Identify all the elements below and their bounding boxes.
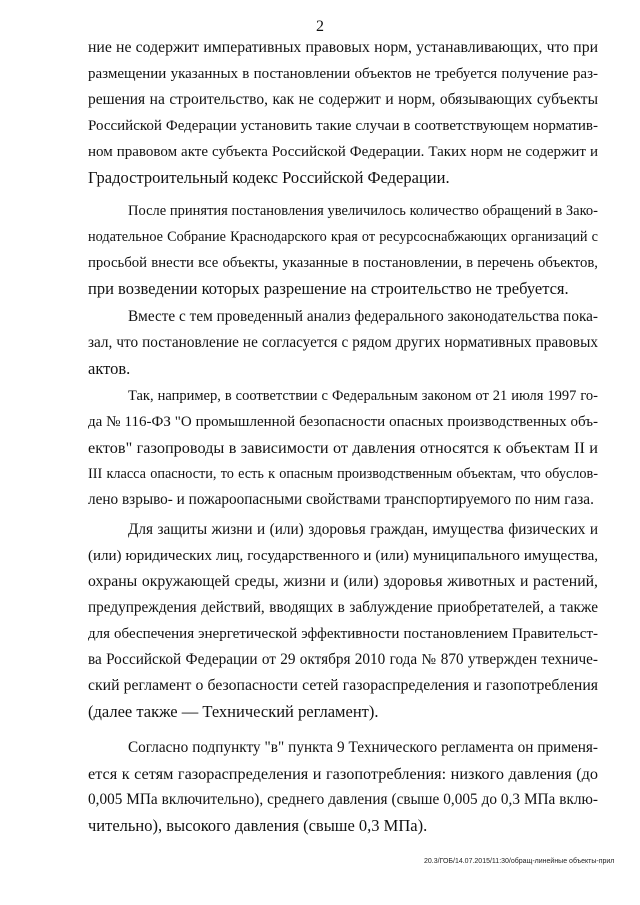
text-line: да № 116-ФЗ "О промышленной безопасности опасных производственных объ-	[88, 414, 598, 430]
text-line: решения на строительство, как не содержит и норм, обязывающих субъекты	[88, 91, 598, 108]
text-line: Для защиты жизни и (или) здоровья граждан, имущества физических и	[128, 521, 598, 538]
text-line: Градостроительный кодекс Российской Федерации.	[88, 168, 450, 187]
text-line: предупреждения действий, вводящих в заблуждение приобретателей, а также	[88, 599, 598, 616]
text-line: ется к сетям газораспределения и газопотребления: низкого давления (до	[88, 765, 598, 783]
text-line: чительно), высокого давления (свыше 0,3 МПа).	[88, 816, 428, 835]
text-line: III класса опасности, то есть к опасным производственным объектам, что обуслов-	[88, 466, 598, 482]
text-line: размещении указанных в постановлении объектов не требуется получение раз-	[88, 66, 598, 82]
text-line: нодательное Собрание Краснодарского края от ресурсоснабжающих организаций с	[88, 229, 598, 245]
text-line: Согласно подпункту "в" пункта 9 Технического регламента он применя-	[128, 739, 598, 756]
text-line: зал, что постановление не согласуется с рядом других нормативных правовых	[88, 334, 598, 351]
text-line: ва Российской Федерации от 29 октября 2010 года № 870 утвержден техниче-	[88, 651, 598, 668]
page-number: 2	[316, 18, 324, 35]
text-line: охраны окружающей среды, жизни и (или) здоровья животных и растений,	[88, 573, 598, 590]
text-line: актов.	[88, 359, 131, 378]
text-line: Вместе с тем проведенный анализ федерального законодательства пока-	[128, 308, 598, 325]
text-line: ектов" газопроводы в зависимости от давления относятся к объектам II и	[88, 439, 598, 457]
text-line: просьбой внести все объекты, указанные в постановлении, в перечень объектов,	[88, 255, 598, 271]
text-line: ние не содержит императивных правовых норм, устанавливающих, что при	[88, 39, 598, 56]
text-line: 0,005 МПа включительно), среднего давления (свыше 0,005 до 0,3 МПа вклю-	[88, 791, 598, 808]
text-line: Российской Федерации установить такие случаи в соответствующем норматив-	[88, 118, 598, 134]
text-line: ский регламент о безопасности сетей газораспределения и газопотребления	[88, 677, 598, 694]
text-line: Так, например, в соответствии с Федеральным законом от 21 июля 1997 го-	[128, 388, 598, 404]
text-line: лено взрыво- и пожароопасными свойствами транспортируемого по ним газа.	[88, 491, 594, 508]
text-line: (или) юридических лиц, государственного и (или) муниципального имущества,	[88, 548, 598, 564]
text-line: ном правовом акте субъекта Российской Федерации. Таких норм не содержит и	[88, 144, 598, 160]
text-line: (далее также — Технический регламент).	[88, 702, 379, 721]
text-line: После принятия постановления увеличилось количество обращений в Зако-	[128, 203, 598, 219]
document-footer: 20.3/ГОБ/14.07.2015/11:30/обращ-линейные объекты-прил	[424, 858, 615, 865]
text-line: для обеспечения энергетической эффективности постановлением Правительст-	[88, 626, 598, 642]
text-line: при возведении которых разрешение на строительство не требуется.	[88, 279, 569, 298]
